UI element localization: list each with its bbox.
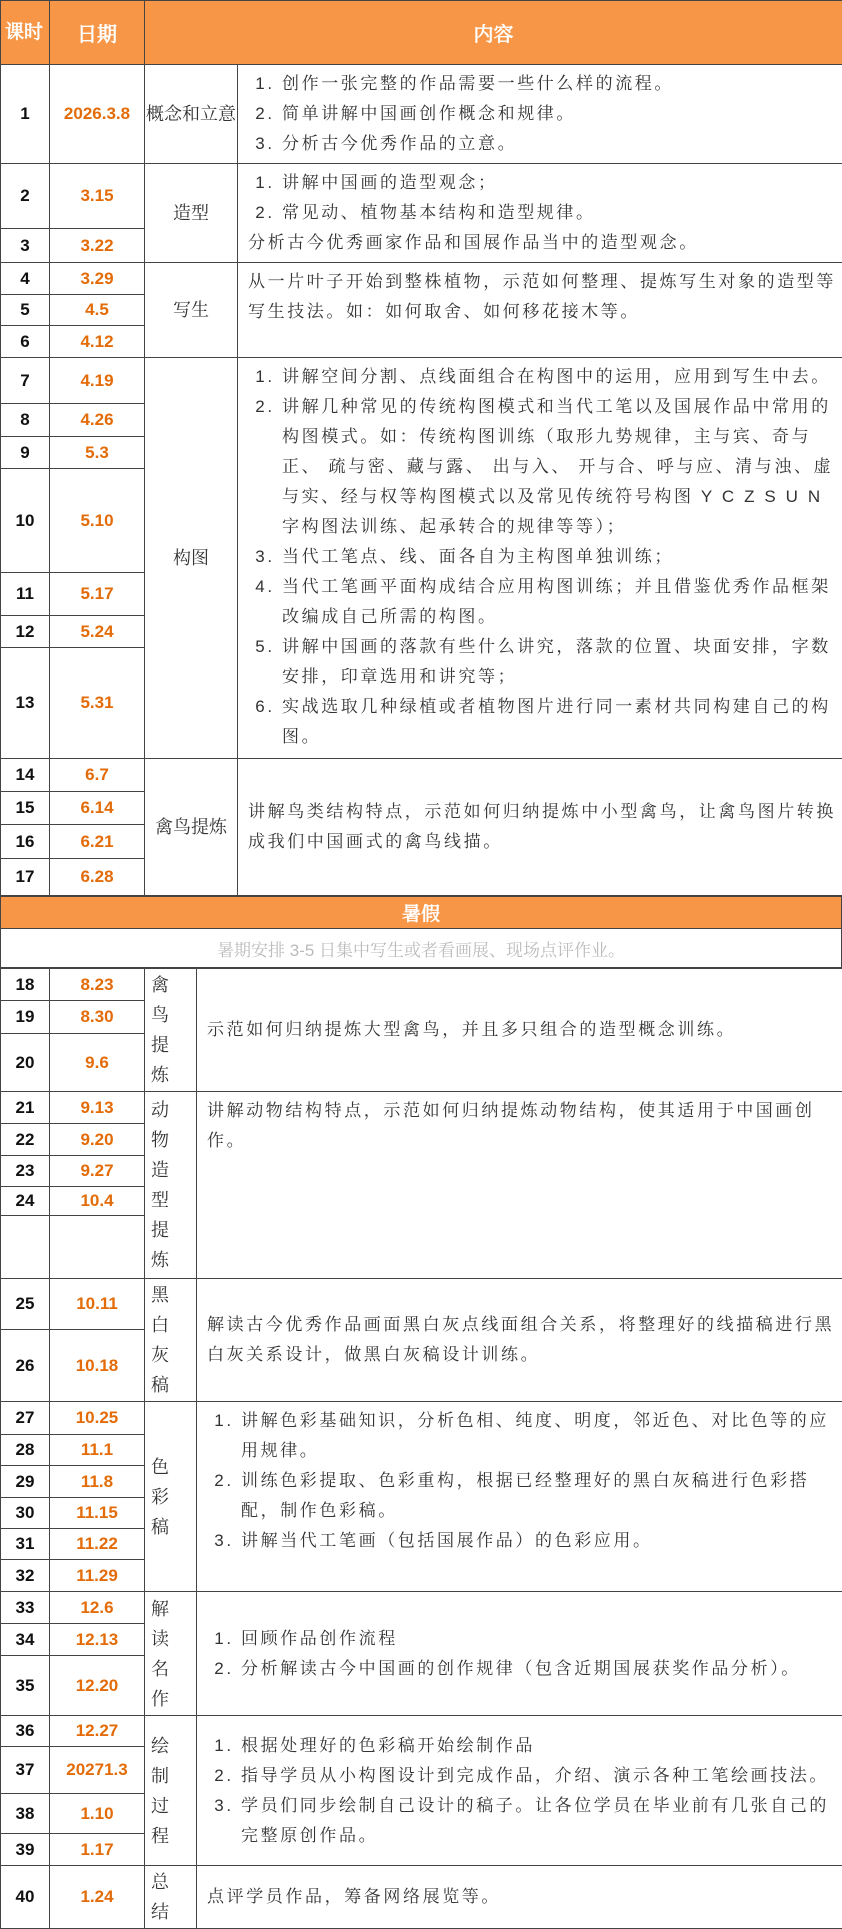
lesson-number: 30 xyxy=(1,1498,50,1529)
lesson-date: 6.14 xyxy=(50,792,145,825)
lesson-date: 9.13 xyxy=(50,1092,145,1124)
topic-cell: 总结 xyxy=(145,1866,197,1929)
lesson-number: 32 xyxy=(1,1560,50,1592)
lesson-date: 9.6 xyxy=(50,1034,145,1092)
lesson-number: 33 xyxy=(1,1592,50,1624)
content-cell xyxy=(197,1279,842,1402)
lesson-number: 39 xyxy=(1,1834,50,1866)
content-item: 2. 分析解读古今中国画的创作规律（包含近期国展获奖作品分析）。 xyxy=(241,1654,836,1684)
lesson-number: 6 xyxy=(1,326,50,358)
lesson-number: 11 xyxy=(1,573,50,616)
table-row xyxy=(1,1716,842,1747)
topic-cell: 色彩稿 xyxy=(145,1402,197,1592)
lesson-number: 4 xyxy=(1,263,50,295)
summer-break xyxy=(0,896,842,968)
lesson-number: 29 xyxy=(1,1466,50,1498)
content-item: 6. 实战选取几种绿植或者植物图片进行同一素材共同构建自己的构图。 xyxy=(282,692,836,752)
lesson-number: 12 xyxy=(1,616,50,648)
lesson-date: 4.5 xyxy=(50,295,145,326)
content-paragraph: 讲解鸟类结构特点，示范如何归纳提炼中小型禽鸟，让禽鸟图片转换成我们中国画式的禽鸟线描。 xyxy=(248,797,836,857)
lesson-number: 22 xyxy=(1,1124,50,1156)
table-row xyxy=(1,1866,842,1929)
lesson-date: 2026.3.8 xyxy=(50,65,145,164)
content-paragraph: 从一片叶子开始到整株植物，示范如何整理、提炼写生对象的造型等写生技法。如：如何取舍、如何移花接木等。 xyxy=(248,267,836,327)
lesson-date: 5.31 xyxy=(50,648,145,759)
content-item: 2. 指导学员从小构图设计到完成作品，介绍、演示各种工笔绘画技法。 xyxy=(241,1761,836,1791)
lesson-date: 11.1 xyxy=(50,1435,145,1466)
lesson-date: 1.10 xyxy=(50,1794,145,1834)
content-item: 3. 学员们同步绘制自己设计的稿子。让各位学员在毕业前有几张自己的完整原创作品。 xyxy=(241,1791,836,1851)
table-row xyxy=(1,969,842,1001)
content-item: 1. 根据处理好的色彩稿开始绘制作品 xyxy=(241,1731,836,1761)
topic-cell: 写生 xyxy=(145,263,238,358)
content-paragraph: 解读古今优秀作品画面黑白灰点线面组合关系，将整理好的线描稿进行黑白灰关系设计，做黑白灰稿设计训练。 xyxy=(207,1310,836,1370)
lesson-number: 31 xyxy=(1,1529,50,1560)
lesson-number: 23 xyxy=(1,1156,50,1187)
content-paragraph: 点评学员作品，筹备网络展览等。 xyxy=(207,1882,836,1912)
content-cell xyxy=(238,164,842,263)
lesson-number: 20 xyxy=(1,1034,50,1092)
lesson-date: 3.29 xyxy=(50,263,145,295)
content-item: 1. 讲解色彩基础知识，分析色相、纯度、明度，邻近色、对比色等的应用规律。 xyxy=(241,1406,836,1466)
content-cell xyxy=(197,1092,842,1279)
lesson-date: 4.12 xyxy=(50,326,145,358)
lesson-number: 21 xyxy=(1,1092,50,1124)
topic-cell: 禽鸟提炼 xyxy=(145,759,238,896)
content-cell xyxy=(238,65,842,164)
lesson-date: 11.8 xyxy=(50,1466,145,1498)
content-cell xyxy=(197,1592,842,1716)
lesson-date: 3.22 xyxy=(50,229,145,263)
lesson-date: 5.17 xyxy=(50,573,145,616)
header-content: 内容 xyxy=(145,1,842,65)
lesson-number: 19 xyxy=(1,1001,50,1034)
content-item: 3. 当代工笔点、线、面各自为主构图单独训练； xyxy=(282,542,836,572)
content-cell xyxy=(197,1402,842,1592)
table-row xyxy=(1,1092,842,1124)
summer-note-row xyxy=(1,929,842,968)
content-list xyxy=(248,362,836,752)
content-item: 3. 讲解当代工笔画（包括国展作品）的色彩应用。 xyxy=(241,1526,836,1556)
lesson-number: 27 xyxy=(1,1402,50,1435)
content-item: 2. 讲解几种常见的传统构图模式和当代工笔以及国展作品中常用的构图模式。如：传统构图训练（取形九势规律，主与宾、奇与正、 疏与密、藏与露、 出与入、 开与合、呼与应、清与浊、虚与实、经与权等构图模式以及常见传统符号构图 Y C Z S U N 字构图法训练、起承转合的规律等等）； xyxy=(282,392,836,542)
lesson-date: 12.6 xyxy=(50,1592,145,1624)
lesson-number: 10 xyxy=(1,469,50,573)
lesson-number: 25 xyxy=(1,1279,50,1330)
content-list xyxy=(207,1624,836,1684)
lesson-date: 12.20 xyxy=(50,1656,145,1716)
lesson-number: 13 xyxy=(1,648,50,759)
topic-cell: 构图 xyxy=(145,358,238,759)
summer-header-row xyxy=(1,897,842,929)
lesson-number: 35 xyxy=(1,1656,50,1716)
summer-title: 暑假 xyxy=(1,897,842,929)
lesson-number: 2 xyxy=(1,164,50,229)
lesson-number: 26 xyxy=(1,1330,50,1402)
lesson-date: 11.15 xyxy=(50,1498,145,1529)
lesson-number: 40 xyxy=(1,1866,50,1929)
content-list xyxy=(248,69,836,159)
content-item: 1. 回顾作品创作流程 xyxy=(241,1624,836,1654)
lesson-date: 6.7 xyxy=(50,759,145,792)
table-row xyxy=(1,759,842,792)
lesson-number: 14 xyxy=(1,759,50,792)
lesson-date: 8.30 xyxy=(50,1001,145,1034)
lesson-number: 37 xyxy=(1,1747,50,1794)
content-item: 4. 当代工笔画平面构成结合应用构图训练；并且借鉴优秀作品框架改编成自己所需的构图。 xyxy=(282,572,836,632)
lesson-date: 4.26 xyxy=(50,404,145,437)
lesson-number: 38 xyxy=(1,1794,50,1834)
lesson-number: 36 xyxy=(1,1716,50,1747)
topic-cell: 绘制过程 xyxy=(145,1716,197,1866)
content-list xyxy=(207,1406,836,1556)
lesson-date: 1.24 xyxy=(50,1866,145,1929)
table-row xyxy=(1,358,842,404)
lesson-number: 8 xyxy=(1,404,50,437)
table-header xyxy=(1,1,842,65)
schedule-table-second-half xyxy=(0,968,842,1929)
lesson-date: 11.22 xyxy=(50,1529,145,1560)
content-item: 1. 创作一张完整的作品需要一些什么样的流程。 xyxy=(282,69,836,99)
lesson-number: 17 xyxy=(1,859,50,896)
lesson-date: 12.13 xyxy=(50,1624,145,1656)
content-cell xyxy=(197,969,842,1092)
topic-cell: 黑白灰稿 xyxy=(145,1279,197,1402)
lesson-number: 24 xyxy=(1,1187,50,1216)
table-row xyxy=(1,164,842,229)
lesson-date: 20271.3 xyxy=(50,1747,145,1794)
content-cell xyxy=(238,759,842,896)
schedule-table-first-half xyxy=(0,0,842,896)
content-paragraph: 分析古今优秀画家作品和国展作品当中的造型观念。 xyxy=(248,228,836,258)
lesson-number: 16 xyxy=(1,825,50,859)
lesson-number xyxy=(1,1216,50,1279)
topic-cell: 造型 xyxy=(145,164,238,263)
content-paragraph: 示范如何归纳提炼大型禽鸟，并且多只组合的造型概念训练。 xyxy=(207,1015,836,1045)
lesson-number: 28 xyxy=(1,1435,50,1466)
lesson-number: 18 xyxy=(1,969,50,1001)
content-paragraph: 讲解动物结构特点，示范如何归纳提炼动物结构，使其适用于中国画创作。 xyxy=(207,1096,836,1156)
content-item: 2. 简单讲解中国画创作概念和规律。 xyxy=(282,99,836,129)
lesson-number: 15 xyxy=(1,792,50,825)
table-row xyxy=(1,263,842,295)
content-item: 2. 常见动、植物基本结构和造型规律。 xyxy=(282,198,836,228)
topic-cell: 禽鸟提炼 xyxy=(145,969,197,1092)
content-item: 5. 讲解中国画的落款有些什么讲究，落款的位置、块面安排，字数安排，印章选用和讲究等； xyxy=(282,632,836,692)
content-cell xyxy=(238,263,842,358)
lesson-date: 6.28 xyxy=(50,859,145,896)
content-item: 1. 讲解空间分割、点线面组合在构图中的运用，应用到写生中去。 xyxy=(282,362,836,392)
topic-cell: 动物造型提炼 xyxy=(145,1092,197,1279)
summer-note: 暑期安排 3-5 日集中写生或者看画展、现场点评作业。 xyxy=(1,929,842,968)
lesson-date: 3.15 xyxy=(50,164,145,229)
lesson-number: 1 xyxy=(1,65,50,164)
lesson-date: 10.25 xyxy=(50,1402,145,1435)
topic-cell: 解读名作 xyxy=(145,1592,197,1716)
content-item: 2. 训练色彩提取、色彩重构，根据已经整理好的黑白灰稿进行色彩搭配，制作色彩稿。 xyxy=(241,1466,836,1526)
lesson-date: 9.27 xyxy=(50,1156,145,1187)
table-row xyxy=(1,1279,842,1330)
lesson-date: 5.3 xyxy=(50,437,145,469)
content-item: 3. 分析古今优秀作品的立意。 xyxy=(282,129,836,159)
content-list xyxy=(207,1731,836,1851)
lesson-date: 10.11 xyxy=(50,1279,145,1330)
content-list xyxy=(248,168,836,228)
header-lesson: 课时 xyxy=(1,1,50,65)
lesson-number: 5 xyxy=(1,295,50,326)
content-cell xyxy=(238,358,842,759)
header-date: 日期 xyxy=(50,1,145,65)
lesson-number: 34 xyxy=(1,1624,50,1656)
lesson-date: 6.21 xyxy=(50,825,145,859)
lesson-date: 4.19 xyxy=(50,358,145,404)
table-row xyxy=(1,65,842,164)
lesson-date: 5.24 xyxy=(50,616,145,648)
lesson-date: 8.23 xyxy=(50,969,145,1001)
lesson-date: 9.20 xyxy=(50,1124,145,1156)
content-cell xyxy=(197,1866,842,1929)
lesson-number: 9 xyxy=(1,437,50,469)
lesson-date: 11.29 xyxy=(50,1560,145,1592)
lesson-date xyxy=(50,1216,145,1279)
lesson-number: 7 xyxy=(1,358,50,404)
lesson-number: 3 xyxy=(1,229,50,263)
content-cell xyxy=(197,1716,842,1866)
table-row xyxy=(1,1402,842,1435)
table-row xyxy=(1,1592,842,1624)
lesson-date: 10.18 xyxy=(50,1330,145,1402)
content-item: 1. 讲解中国画的造型观念； xyxy=(282,168,836,198)
lesson-date: 1.17 xyxy=(50,1834,145,1866)
lesson-date: 12.27 xyxy=(50,1716,145,1747)
topic-cell: 概念和立意 xyxy=(145,65,238,164)
lesson-date: 10.4 xyxy=(50,1187,145,1216)
lesson-date: 5.10 xyxy=(50,469,145,573)
